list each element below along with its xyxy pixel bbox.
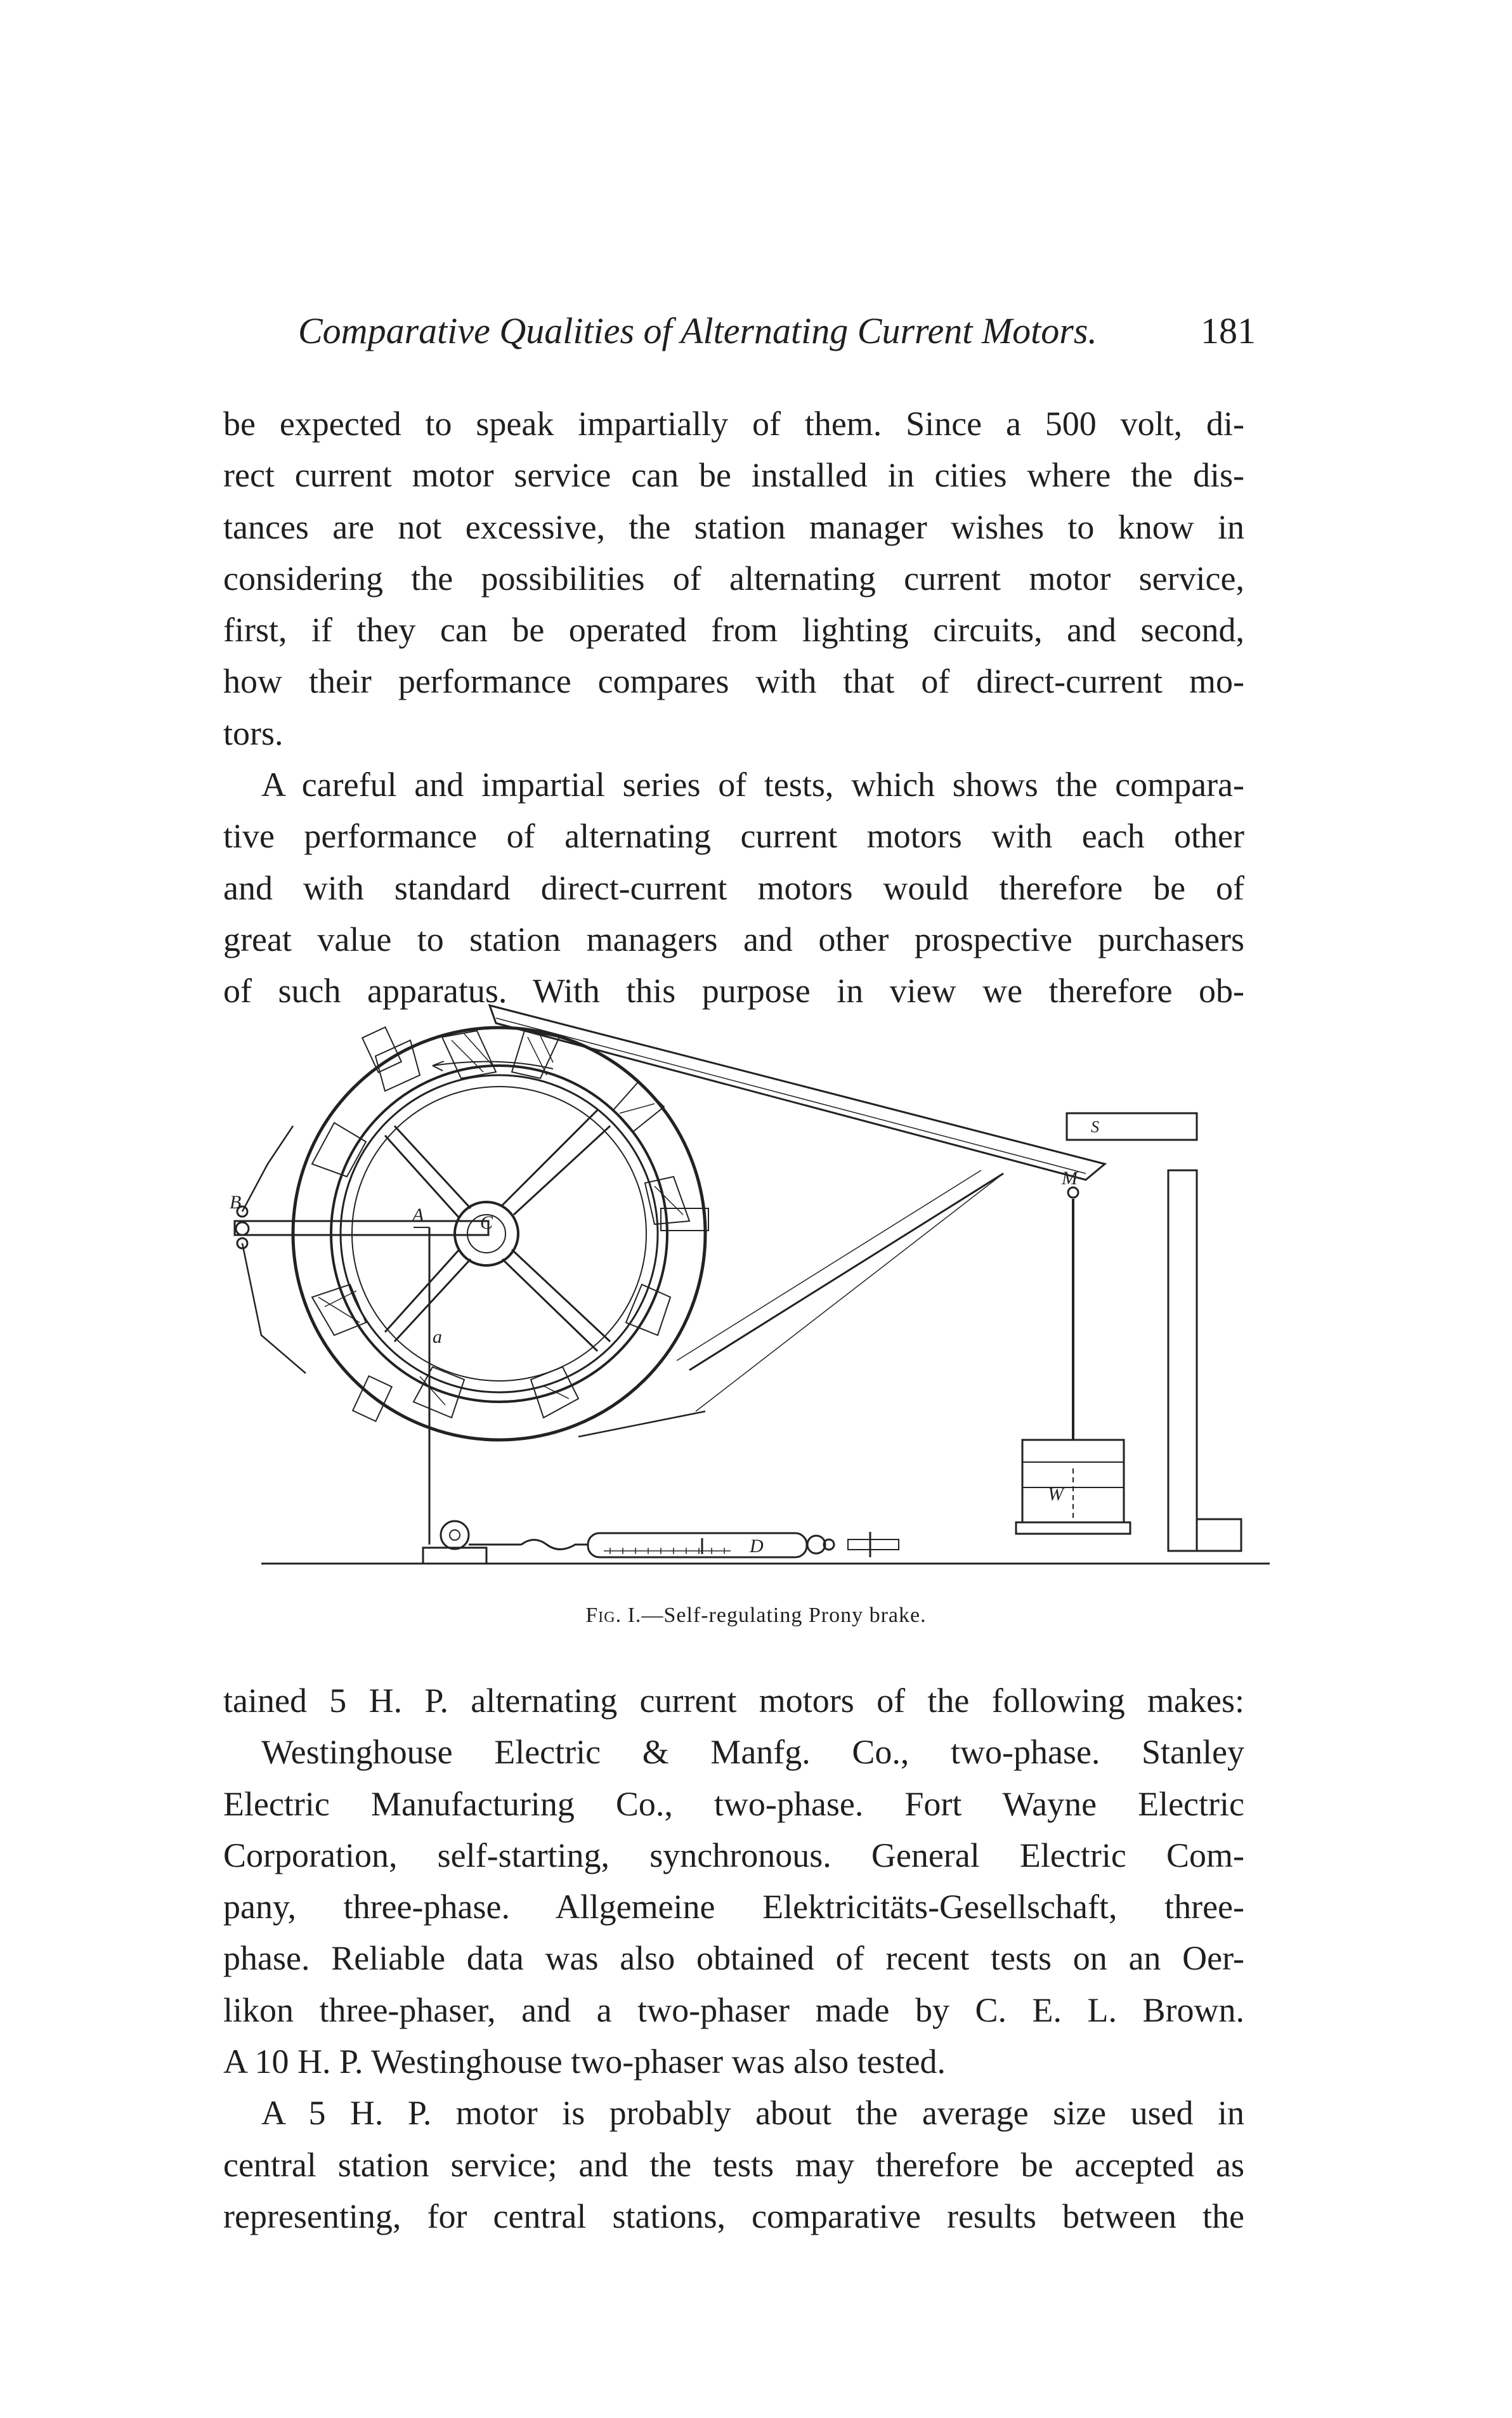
running-head [298,310,1256,360]
brake-ring-outer [293,1028,705,1440]
text-line: phase. Reliable data was also obtained of recent tests on an Oer- [223,1939,1244,1978]
paragraph [223,1675,1244,2088]
brake-blocks [312,1031,689,1418]
text-line: how their performance compares with that of direct-current mo- [223,662,1244,701]
paragraph [223,2088,1244,2242]
lever-arm [235,1221,488,1235]
text-line: tors. [223,714,284,752]
spoke [502,1259,597,1351]
text-line: Electric Manufacturing Co., two-phase. Fort Wayne Electric [223,1784,1244,1823]
label-s: S [1091,1118,1099,1136]
text-line: rect current motor service can be installed in cities where the dis- [223,456,1244,495]
label-b: B [230,1192,242,1213]
spoke [512,1250,610,1342]
brake-ring-inner [331,1066,667,1402]
paragraph [223,398,1244,759]
label-w: W [1048,1484,1064,1505]
label-a-upper: A [412,1205,424,1225]
brake-beam [490,1005,1105,1180]
pivot-b [236,1222,249,1235]
floor-pulley [441,1521,469,1549]
text-line: tive performance of alternating current motors with each other [223,817,1244,856]
spoke [502,1110,597,1205]
figure-caption [0,1604,1512,1628]
text-line: tained 5 H. P. alternating current motors of the following makes: [223,1682,1244,1720]
spoke [394,1126,471,1208]
running-head-title: Comparative Qualities of Alternating Current Motors. [298,310,1097,351]
dynamometer-d [588,1533,807,1557]
hub-outer [455,1202,518,1265]
text-line: central station service; and the tests may therefore be accepted as [223,2145,1244,2184]
spoke [514,1126,610,1215]
text-line: Corporation, self-starting, synchronous. General Electric Com- [223,1836,1244,1874]
text-line: representing, for central stations, comparative results between the [223,2197,1244,2235]
text-line: tances are not excessive, the station manager wishes to know in [223,507,1244,546]
text-line: A 5 H. P. motor is probably about the average size used in [261,2094,1244,2133]
text-line: and with standard direct-current motors would therefore be of [223,868,1244,907]
truss-strut [689,1173,1003,1370]
text-line: of such apparatus. With this purpose in view we therefore ob- [223,972,1244,1010]
text-line: first, if they can be operated from lighting circuits, and second, [223,611,1244,650]
text-line: Westinghouse Electric & Manfg. Co., two-phase. Stanley [261,1733,1244,1772]
spoke [385,1250,459,1332]
text-block-top [223,398,1244,1017]
label-a-lower: a [433,1326,442,1347]
post-s [1168,1170,1197,1551]
text-block-bottom [223,1675,1244,2242]
text-line: likon three-phaser, and a two-phaser made by C. E. L. Brown. [223,1990,1244,2029]
caption-text: —Self-regulating Prony brake. [641,1604,927,1627]
prony-brake-drawing [223,955,1270,1579]
text-line: pany, three-phase. Allgemeine Elektricitäts-Gesellschaft, three- [223,1888,1244,1926]
text-line: A 10 H. P. Westinghouse two-phaser was also tested. [223,2042,946,2081]
text-line: considering the possibilities of alternating current motor service, [223,559,1244,598]
label-m: M [1062,1168,1078,1189]
prony-brake-figure [223,955,1270,1579]
page-number: 181 [1201,310,1256,351]
floor-bracket [423,1548,486,1564]
pulley-rim [341,1075,658,1392]
pulley-rim-inner [352,1087,646,1381]
label-d: D [750,1536,764,1557]
label-c: C [480,1212,493,1233]
caption-fig-label: Fig. I. [585,1604,642,1627]
post-cap [1067,1113,1197,1140]
text-line: be expected to speak impartially of them. Since a 500 volt, di- [223,405,1244,443]
text-line: A careful and impartial series of tests, which shows the compara- [261,766,1244,804]
text-line: great value to station managers and other prospective purchasers [223,920,1244,958]
block-hatching [318,1034,683,1405]
pulley-m [1068,1187,1078,1198]
